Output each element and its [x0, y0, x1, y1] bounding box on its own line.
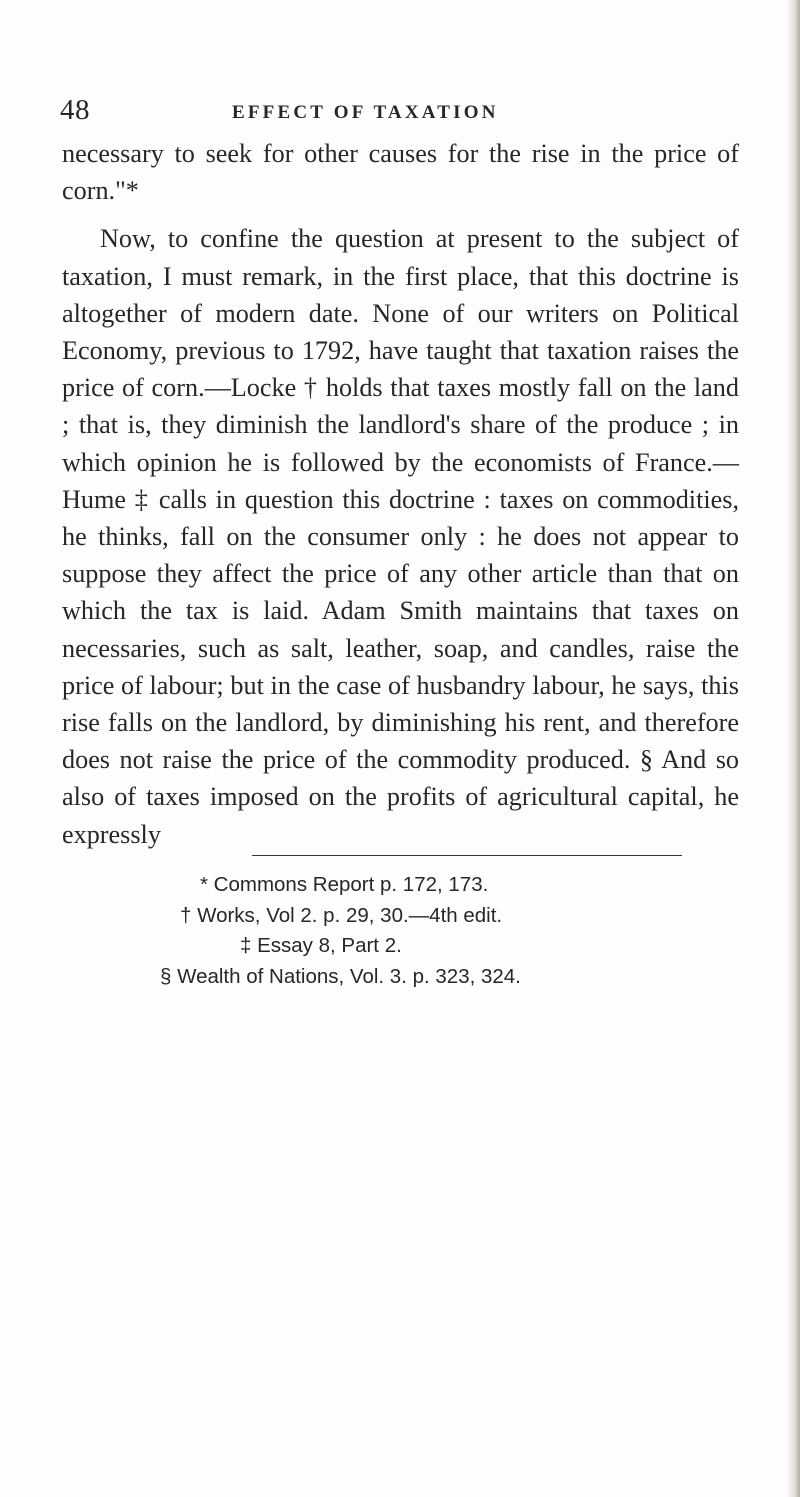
- running-head: [60, 94, 700, 134]
- footnote-4: § Wealth of Nations, Vol. 3. p. 323, 324.: [160, 964, 521, 988]
- body-text: [62, 135, 739, 853]
- footnotes: [160, 870, 720, 992]
- continued-paragraph: necessary to seek for other causes for the rise in the price of corn."*: [62, 139, 739, 206]
- page-edge-shadow: [786, 0, 800, 1497]
- running-title: EFFECT OF TAXATION: [232, 102, 499, 123]
- footnote-rule: [252, 855, 682, 856]
- footnote-3: ‡ Essay 8, Part 2.: [240, 934, 402, 957]
- footnote-2: † Works, Vol 2. p. 29, 30.—4th edit.: [180, 903, 503, 927]
- main-paragraph: Now, to confine the question at present to the subject of taxation, I must remark, in the first place, that this doctrine is altogether of modern date. None of our writers on Political Economy, previous to 1792, have taught that taxation raises the price of corn.—Locke † holds that taxes mostly fall on the land ; that is, they diminish the landlord's share of the produce ; in which opinion he is followed by the economists of France.—Hume ‡ calls in question this doctrine : taxes on commodities, he thinks, fall on the consumer only : he does not appear to suppose they affect the price of any other article than that on which the tax is laid. Adam Smith maintains that taxes on necessaries, such as salt, leather, soap, and candles, raise the price of labour; but in the case of husbandry labour, he says, this rise falls on the landlord, by diminishing his rent, and therefore does not raise the price of the commodity produced. § And so also of taxes imposed on the profits of agricultural capital, he expressly: [62, 224, 739, 849]
- footnote-1: * Commons Report p. 172, 173.: [200, 873, 489, 896]
- page-number: 48: [60, 94, 90, 126]
